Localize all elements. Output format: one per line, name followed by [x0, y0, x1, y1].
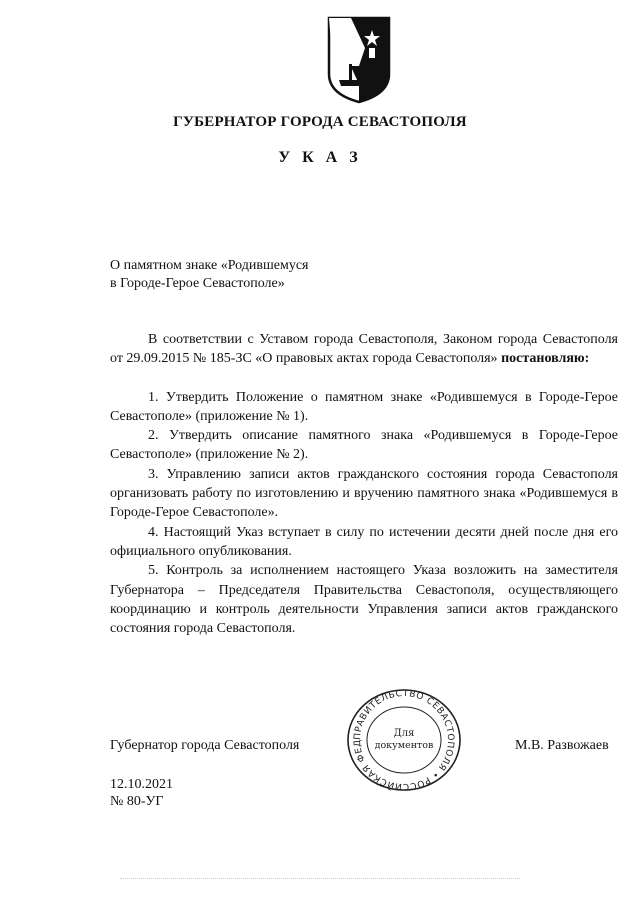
- coat-of-arms-emblem: [325, 14, 393, 106]
- item-2: 2. Утвердить описание памятного знака «Родившемуся в Городе-Герое Севастополе» (приложение № 2).: [110, 428, 618, 463]
- document-type: У К А З: [278, 149, 362, 166]
- document-date-number: [110, 776, 173, 810]
- item-3: 3. Управлению записи актов гражданского состояния города Севастополя организовать работу по изготовлению и вручению памятного знака «Родившемуся в Городе-Герое Севастополе».: [110, 466, 618, 521]
- document-number: № 80-УГ: [110, 794, 164, 809]
- subject-line-1: О памятном знаке «Родившемуся: [110, 258, 309, 273]
- resolve-word: постановляю:: [501, 351, 590, 367]
- official-seal: [340, 686, 468, 794]
- signatory-position: Губернатор города Севастополя: [110, 738, 300, 753]
- item-5: 5. Контроль за исполнением настоящего Указа возложить на заместителя Губернатора – Председателя Правительства Севастополя, осуществляющего координацию и контроль деятельности Управления записи актов гражданского состояния города Севастополя.: [110, 563, 618, 637]
- seal-center-line-2: документов: [374, 740, 434, 751]
- seal-ring-text: ПРАВИТЕЛЬСТВО СЕВАСТОПОЛЯ • РОССИЙСКАЯ ФЕД: [352, 688, 456, 792]
- item-4: 4. Настоящий Указ вступает в силу по истечении десяти дней после дня его официального опубликования.: [110, 524, 618, 559]
- signatory-name: М.В. Развожаев: [515, 738, 609, 753]
- document-date: 12.10.2021: [110, 777, 173, 792]
- document-subject: [110, 257, 309, 293]
- seal-center-line-1: Для: [393, 728, 415, 739]
- subject-line-2: в Городе-Герое Севастополе»: [110, 276, 285, 291]
- item-1: 1. Утвердить Положение о памятном знаке «Родившемуся в Городе-Герое Севастополе» (приложение № 1).: [110, 389, 618, 424]
- preamble: [110, 330, 618, 369]
- document-body: [110, 330, 618, 638]
- preamble-text: В соответствии с Уставом города Севастополя, Законом города Севастополя от 29.09.2015 № 185-ЗС «О правовых актах города Севастополя»: [110, 332, 618, 367]
- page-footer-divider: [120, 878, 520, 879]
- issuing-authority: ГУБЕРНАТОР ГОРОДА СЕВАСТОПОЛЯ: [173, 114, 467, 130]
